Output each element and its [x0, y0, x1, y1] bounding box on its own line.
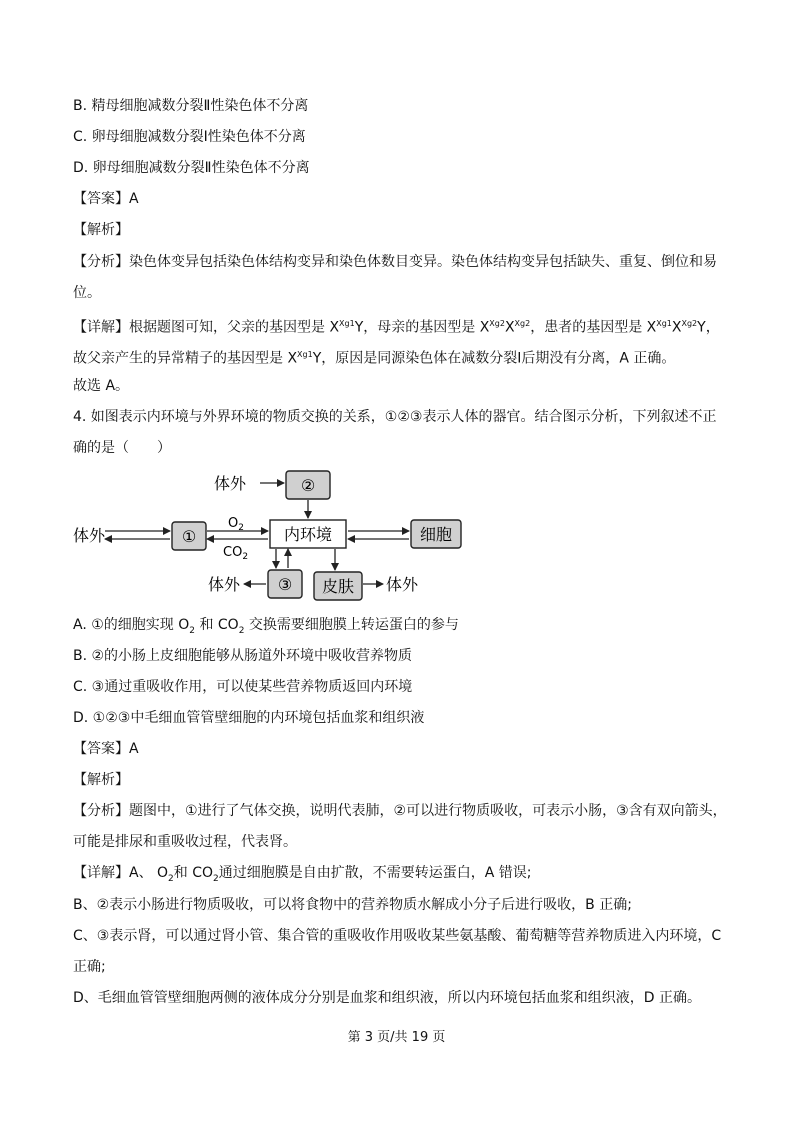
- q3-option-b: B. 精母细胞减数分裂Ⅱ性染色体不分离: [73, 98, 309, 114]
- internal-env-label: 内环境: [283, 525, 333, 544]
- q4-stem-line-1: 4. 如图表示内环境与外界环境的物质交换的关系，①②③表示人体的器官。结合图示分析，下列叙述不正: [73, 409, 717, 425]
- q3-jiexi-heading: 【解析】: [73, 222, 129, 238]
- q3-option-c: C. 卵母细胞减数分裂Ⅰ性染色体不分离: [73, 129, 306, 145]
- q3-analysis-line-2: 位。: [73, 285, 101, 301]
- exchange-diagram: [70, 466, 470, 611]
- q3-detail-line-2: 故父亲产生的异常精子的基因型是 $X^{Xg1}Y$，原因是同源染色体在减数分裂Ⅰ后期没有分离，A 正确。: [73, 350, 676, 367]
- q4-option-c: C. ③通过重吸收作用，可以使某些营养物质返回内环境: [73, 679, 413, 695]
- page-footer: 第 3 页/共 19 页: [347, 1030, 446, 1045]
- q3-option-d: D. 卵母细胞减数分裂Ⅱ性染色体不分离: [73, 160, 310, 176]
- q4-analysis-line-2: 可能是排尿和重吸收过程，代表肾。: [73, 834, 297, 850]
- q3-answer: 【答案】A: [73, 191, 139, 207]
- organ-1-label: ①: [181, 527, 197, 546]
- q4-detail-d: D、毛细血管管壁细胞两侧的液体成分分别是血浆和组织液，所以内环境包括血浆和组织液，D 正确。: [73, 990, 702, 1006]
- q3-detail-line-1: 【详解】根据题图可知，父亲的基因型是 $X^{Xg1}Y$，母亲的基因型是 $X^{Xg2}X^{Xg2}$，患者的基因型是 $X^{Xg1}X^{Xg2}Y$，: [73, 319, 720, 336]
- q4-option-d: D. ①②③中毛细血管管壁细胞的内环境包括血浆和组织液: [73, 710, 425, 726]
- outside-bottom-right-label: 体外: [385, 575, 419, 594]
- q4-detail-b: B、②表示小肠进行物质吸收，可以将食物中的营养物质水解成小分子后进行吸收，B 正确;: [73, 897, 632, 913]
- cell-label: 细胞: [419, 525, 453, 544]
- q3-analysis-line-1: 【分析】染色体变异包括染色体结构变异和染色体数目变异。染色体结构变异包括缺失、重复、倒位和易: [73, 254, 717, 270]
- organ-3-label: ③: [277, 575, 293, 594]
- q4-stem-line-2: 确的是（ ）: [73, 440, 171, 456]
- o2-label: $O_2$: [228, 516, 244, 533]
- q4-detail-c-line-2: 正确;: [73, 959, 106, 975]
- q4-answer: 【答案】A: [73, 741, 139, 757]
- co2-label: $CO_2$: [223, 545, 249, 562]
- outside-top-label: 体外: [213, 474, 247, 493]
- q4-jiexi-heading: 【解析】: [73, 772, 129, 788]
- q4-option-b: B. ②的小肠上皮细胞能够从肠道外环境中吸收营养物质: [73, 648, 413, 664]
- q4-analysis-line-1: 【分析】题图中，①进行了气体交换，说明代表肺，②可以进行物质吸收，可表示小肠，③含有双向箭头，: [73, 803, 727, 819]
- q3-choose: 故选 A。: [73, 378, 130, 394]
- q4-detail-c-line-1: C、③表示肾，可以通过肾小管、集合管的重吸收作用吸收某些氨基酸、葡萄糖等营养物质进入内环境，C: [73, 928, 722, 944]
- skin-label: 皮肤: [321, 577, 355, 596]
- outside-bottom-left-label: 体外: [207, 575, 241, 594]
- organ-2-label: ②: [300, 476, 316, 495]
- q4-detail-a: 【详解】A、 $O_2$和 $CO_2$通过细胞膜是自由扩散，不需要转运蛋白，A 错误;: [73, 865, 532, 884]
- outside-left-label: 体外: [72, 526, 106, 545]
- q4-option-a: A. ①的细胞实现 $O_2$ 和 $CO_2$ 交换需要细胞膜上转运蛋白的参与: [73, 617, 459, 636]
